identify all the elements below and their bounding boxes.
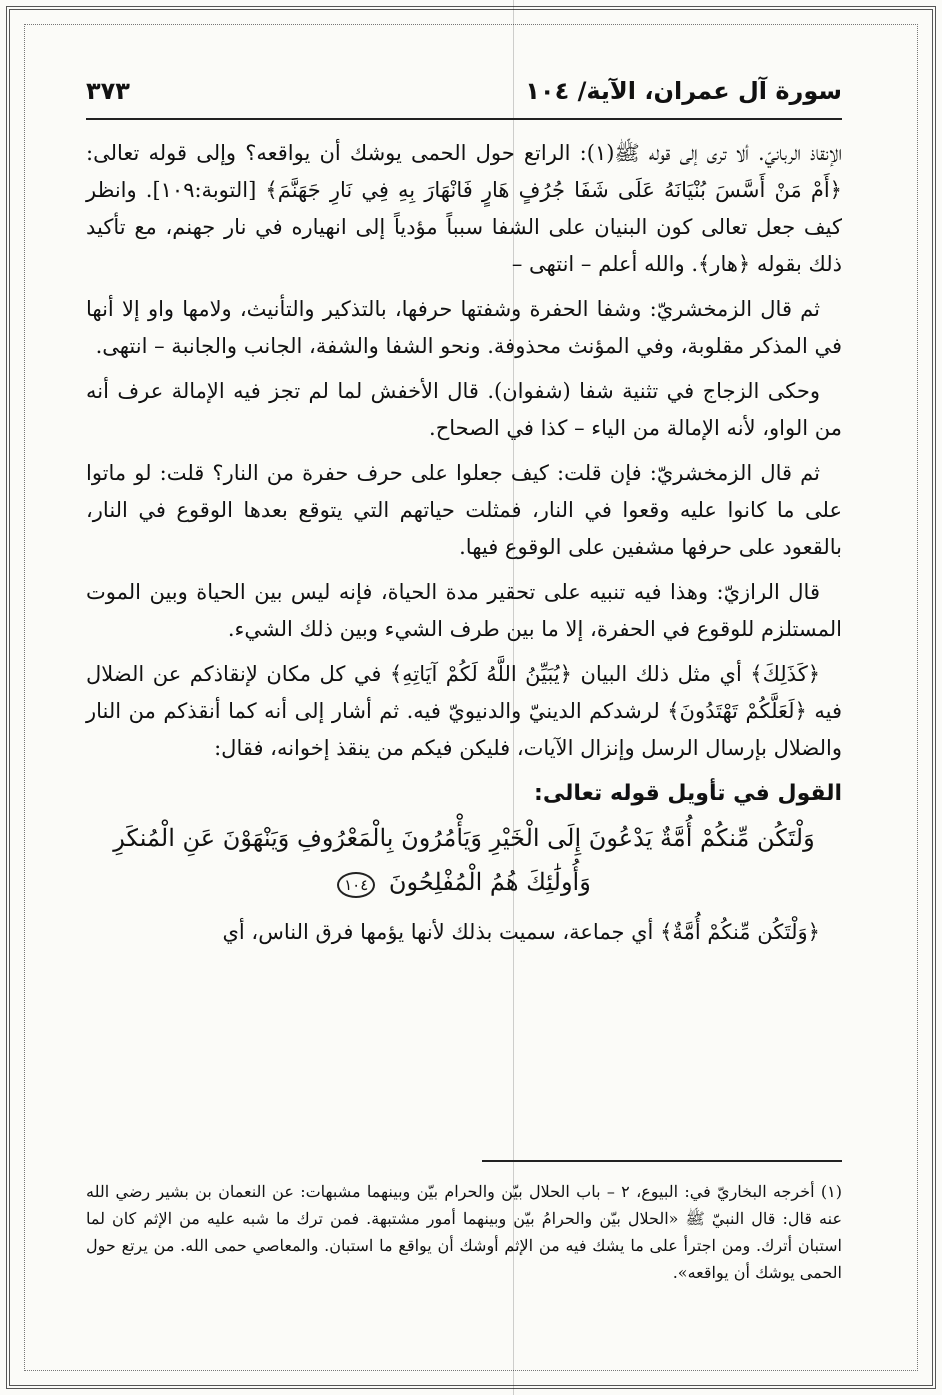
verse-text: وَلْتَكُن مِّنكُمْ أُمَّةٌ يَدْعُونَ إِلَى الْخَيْرِ وَيَأْمُرُونَ بِالْمَعْرُوفِ وَيَنْهَوْنَ عَنِ الْمُنكَرِ وَأُولَٰئِكَ هُمُ الْمُفْلِحُونَ bbox=[113, 824, 815, 896]
footnote: (١) أخرجه البخاريّ في: البيوع، ٢ – باب الحلال بيّن والحرام بيّن وبينهما مشبهات: عن النعمان بن بشير رضي الله عنه قال: قال النبيّ ﷺ «الحلال بيّن والحرامُ بيّن وبينهما أمور مشتبهة. فمن ترك ما شبه عليه من الإثم كان لما استبان أترك. ومن اجترأ على ما يشك فيه من الإثم أوشك أن يواقع ما استبان. والمعاصي حمى الله. من يرتع حول الحمى يوشك أن يواقعه». bbox=[86, 1182, 843, 1282]
paragraph: ثم قال الزمخشريّ: وشفا الحفرة وشفتها حرفها، بالتذكير والتأنيث، ولامها واو إلا أنها في المذكر مقلوبة، وفي المؤنث محذوفة. ونحو الشفا والشفة، الجانب والجانبة – انتهى. bbox=[86, 297, 842, 358]
quran-verse bbox=[86, 816, 842, 904]
paragraph: وحكى الزجاج في تثنية شفا (شفوان). قال الأخفش لما لم تجز فيه الإمالة عرف أنه من الواو، لأنه الإمالة من الياء – كذا في الصحاح. bbox=[86, 379, 842, 440]
header-divider bbox=[86, 118, 842, 120]
paragraph: ﴿كَذَلِكَ﴾ أي مثل ذلك البيان ﴿يُبَيِّنُ اللَّهُ لَكُمْ آيَاتِهِ﴾ في كل مكان لإنقاذكم عن الضلال فيه ﴿لَعَلَّكُمْ تَهْتَدُونَ﴾ لرشدكم الدينيّ والدنيويّ فيه. ثم أشار إلى أنه كما أنقذكم من النار والضلال بإرسال الرسل وإنزال الآيات، فليكن فيكم من ينقذ إخوانه، فقال: bbox=[86, 662, 842, 760]
paragraph: ثم قال الزمخشريّ: فإن قلت: كيف جعلوا على حرف حفرة من النار؟ قلت: لو ماتوا على ما كانوا عليه وقعوا في النار، فمثلت حياتهم التي يتوقع بعدها الوقوع في النار، بالقعود على حرفها مشفين على الوقوع فيها. bbox=[86, 461, 842, 559]
section-heading: القول في تأويل قوله تعالى: bbox=[534, 781, 842, 806]
main-text bbox=[86, 135, 842, 959]
page-number: ٣٧٣ bbox=[86, 77, 130, 105]
paragraph: قال الرازيّ: وهذا فيه تنبيه على تحقير مدة الحياة، فإنه ليس بين الحياة وبين الموت المستلزم للوقوع في الحفرة، إلا ما بين طرف الشيء وبين ذلك الشيء. bbox=[86, 580, 842, 641]
footnotes bbox=[86, 1178, 842, 1286]
verse-number-medallion: ١٠٤ bbox=[337, 872, 375, 898]
running-title: سورة آل عمران، الآية/ ١٠٤ bbox=[525, 77, 842, 105]
paragraph: الإنقاذ الربانيّ. ألا ترى إلى قوله ﷺ(١): الراتع حول الحمى يوشك أن يواقعه؟ وإلى قوله تعالى: ﴿أَمْ مَنْ أَسَّسَ بُنْيَانَهُ عَلَى شَفَا جُرُفٍ هَارٍ فَانْهَارَ بِهِ فِي نَارِ جَهَنَّمَ﴾ [التوبة:١٠٩]. وانظر كيف جعل تعالى كون البنيان على الشفا سبباً مؤدياً إلى انهياره في نار جهنم، مع تأكيد ذلك بقوله ﴿هار﴾. والله أعلم – انتهى – bbox=[86, 141, 842, 276]
footnote-divider bbox=[482, 1160, 842, 1162]
paragraph: ﴿وَلْتَكُن مِّنكُمْ أُمَّةٌ﴾ أي جماعة، سميت بذلك لأنها يؤمها فرق الناس، أي bbox=[222, 920, 820, 944]
page-header bbox=[86, 70, 842, 112]
